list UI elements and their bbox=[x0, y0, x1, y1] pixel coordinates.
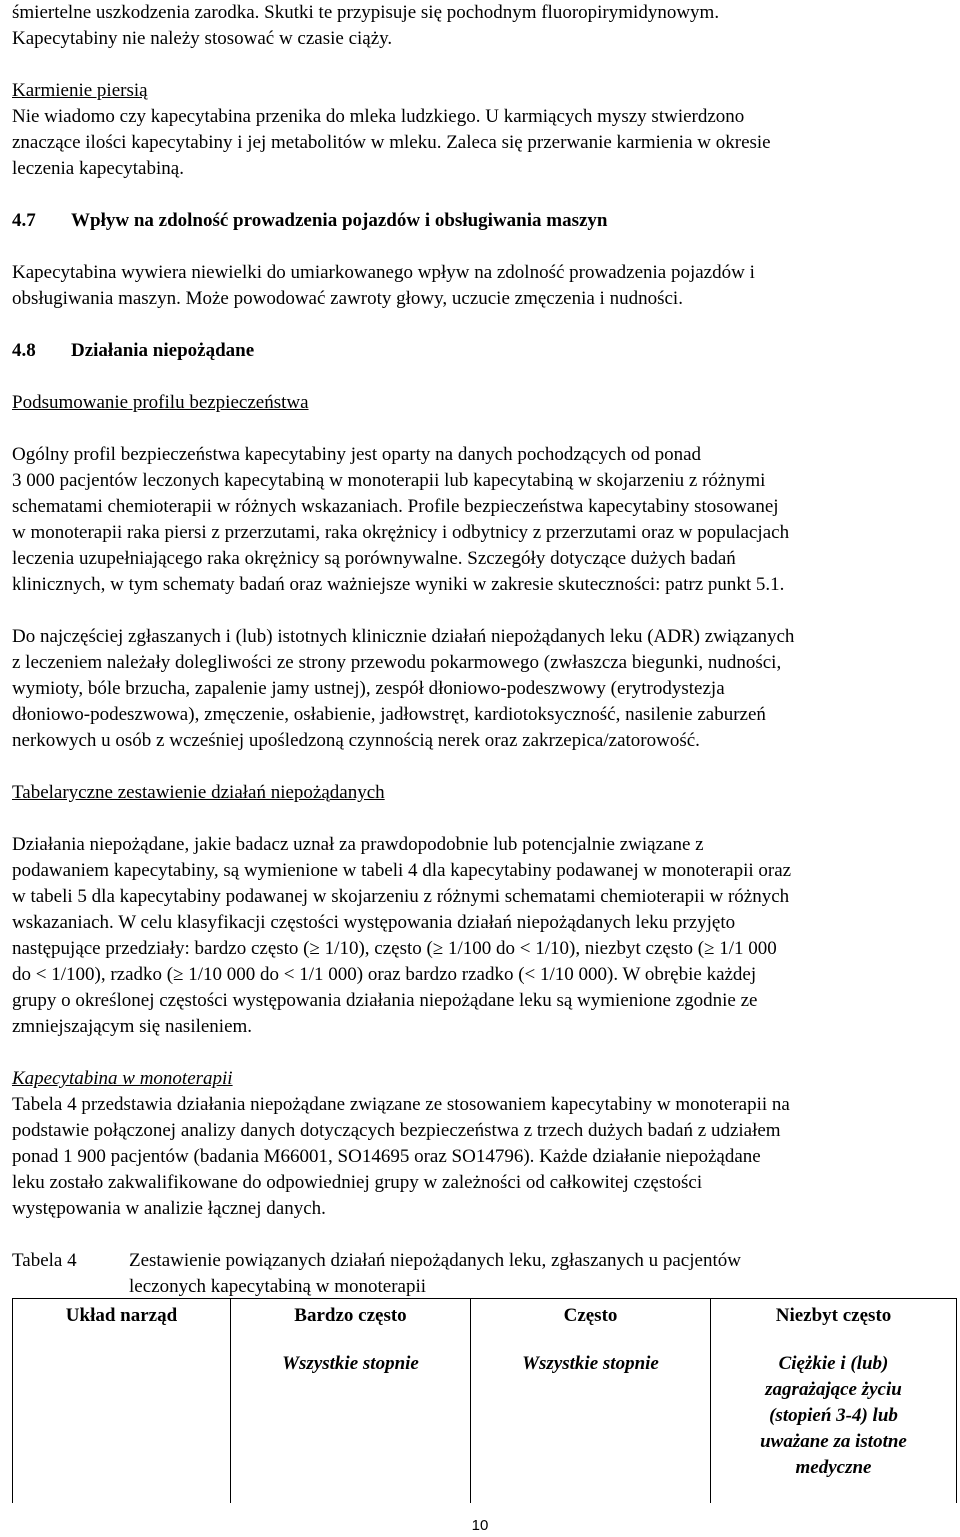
table-caption-line: Zestawienie powiązanych działań niepożądanych leku, zgłaszanych u pacjentów bbox=[129, 1250, 741, 1271]
table-subheader-cell bbox=[13, 1343, 231, 1503]
para3-line: do < 1/100), rzadko (≥ 1/10 000 do < 1/1 000) oraz bardzo rzadko (< 1/10 000). W obrębie każdej bbox=[12, 964, 757, 985]
para2-line: z leczeniem należały dolegliwości ze strony przewodu pokarmowego (zwłaszcza biegunki, nudności, bbox=[12, 652, 782, 673]
para1-line: Ogólny profil bezpieczeństwa kapecytabiny jest oparty na danych pochodzących od ponad bbox=[12, 444, 702, 465]
table-header-cell: Bardzo często bbox=[231, 1299, 471, 1344]
para3-line: zmniejszającym się nasileniem. bbox=[12, 1016, 253, 1037]
breastfeeding-line: Nie wiadomo czy kapecytabina przenika do mleka ludzkiego. U karmiących myszy stwierdzono bbox=[12, 106, 745, 127]
intro-line: śmiertelne uszkodzenia zarodka. Skutki te przypisuje się pochodnym fluoropirymidynowym. bbox=[12, 2, 720, 23]
adverse-reactions-table bbox=[12, 1298, 957, 1503]
para3-line: w tabeli 5 dla kapecytabiny podawanej w skojarzeniu z różnymi schematami chemioterapii w różnych bbox=[12, 886, 790, 907]
para3-line: Działania niepożądane, jakie badacz uznał za prawdopodobnie lub potencjalnie związane z bbox=[12, 834, 704, 855]
section-4-7-line: Kapecytabina wywiera niewielki do umiarkowanego wpływ na zdolność prowadzenia pojazdów i bbox=[12, 262, 755, 283]
monotherapy-title: Kapecytabina w monoterapii bbox=[12, 1068, 233, 1089]
breastfeeding-line: leczenia kapecytabiną. bbox=[12, 158, 184, 179]
para2-line: wymioty, bóle brzucha, zapalenie jamy ustnej), zespół dłoniowo-podeszwowy (erytrodystezja bbox=[12, 678, 725, 699]
table-subheader-cell: Wszystkie stopnie bbox=[231, 1343, 471, 1503]
table-header-cell: Układ narząd bbox=[13, 1299, 231, 1344]
table-caption-line: leczonych kapecytabiną w monoterapii bbox=[129, 1276, 427, 1297]
table-header-cell: Często bbox=[471, 1299, 711, 1344]
section-title: Działania niepożądane bbox=[71, 340, 255, 361]
breastfeeding-title: Karmienie piersią bbox=[12, 80, 148, 101]
page-number: 10 bbox=[471, 1517, 489, 1534]
para2-line: nerkowych u osób z wcześniej upośledzoną czynnością nerek oraz zakrzepica/zatorowość. bbox=[12, 730, 700, 751]
table-label: Tabela 4 bbox=[12, 1250, 77, 1271]
table-header-cell: Niezbyt często bbox=[711, 1299, 957, 1344]
section-4-8-heading bbox=[12, 338, 254, 364]
para1-line: leczenia uzupełniającego raka okrężnicy są porównywalne. Szczegóły dotyczące dużych badań bbox=[12, 548, 736, 569]
para1-line: 3 000 pacjentów leczonych kapecytabiną w monoterapii lub kapecytabiną w skojarzeniu z różnymi bbox=[12, 470, 766, 491]
section-title: Wpływ na zdolność prowadzenia pojazdów i obsługiwania maszyn bbox=[71, 210, 608, 231]
para4-line: leku zostało zakwalifikowane do odpowiedniej grupy w zależności od całkowitej częstości bbox=[12, 1172, 703, 1193]
para4-line: ponad 1 900 pacjentów (badania M66001, SO14695 oraz SO14796). Każde działanie niepożądane bbox=[12, 1146, 761, 1167]
table-subheader-cell: Wszystkie stopnie bbox=[471, 1343, 711, 1503]
para1-line: schematami chemioterapii w różnych wskazaniach. Profile bezpieczeństwa kapecytabiny stosowanej bbox=[12, 496, 779, 517]
para3-line: wskazaniach. W celu klasyfikacji częstości występowania działań niepożądanych leku przyjęto bbox=[12, 912, 736, 933]
table-subheader-row bbox=[13, 1343, 957, 1503]
section-number: 4.7 bbox=[12, 210, 36, 231]
summary-title: Podsumowanie profilu bezpieczeństwa bbox=[12, 392, 309, 413]
para4-line: podstawie połączonej analizy danych dotyczących bezpieczeństwa z trzech dużych badań z udziałem bbox=[12, 1120, 781, 1141]
section-number: 4.8 bbox=[12, 340, 36, 361]
para1-line: klinicznych, w tym schematy badań oraz ważniejsze wyniki w zakresie skuteczności: patrz punkt 5.1. bbox=[12, 574, 785, 595]
para3-line: następujące przedziały: bardzo często (≥ 1/10), często (≥ 1/100 do < 1/10), niezbyt często (≥ 1/1 000 bbox=[12, 938, 777, 959]
para2-line: Do najczęściej zgłaszanych i (lub) istotnych klinicznie działań niepożądanych leku (ADR) związanych bbox=[12, 626, 795, 647]
intro-line: Kapecytabiny nie należy stosować w czasie ciąży. bbox=[12, 28, 393, 49]
para4-line: występowania w analizie łącznej danych. bbox=[12, 1198, 326, 1219]
breastfeeding-line: znaczące ilości kapecytabiny i jej metabolitów w mleku. Zaleca się przerwanie karmienia w okresie bbox=[12, 132, 771, 153]
table-subheader-cell: Ciężkie i (lub) zagrażające życiu (stopień 3-4) lub uważane za istotne medyczne bbox=[711, 1343, 957, 1503]
para1-line: w monoterapii raka piersi z przerzutami, raka okrężnicy i odbytnicy z przerzutami oraz w populacjach bbox=[12, 522, 790, 543]
para3-line: podawaniem kapecytabiny, są wymienione w tabeli 4 dla kapecytabiny podawanej w monoterapii oraz bbox=[12, 860, 792, 881]
para2-line: dłoniowo-podeszwowa), zmęczenie, osłabienie, jadłowstręt, kardiotoksyczność, nasilenie zaburzeń bbox=[12, 704, 766, 725]
table-summary-title: Tabelaryczne zestawienie działań niepożądanych bbox=[12, 782, 385, 803]
para4-line: Tabela 4 przedstawia działania niepożądane związane ze stosowaniem kapecytabiny w monoterapii na bbox=[12, 1094, 790, 1115]
para3-line: grupy o określonej częstości występowania działania niepożądane leku są wymienione zgodnie ze bbox=[12, 990, 758, 1011]
section-4-7-line: obsługiwania maszyn. Może powodować zawroty głowy, uczucie zmęczenia i nudności. bbox=[12, 288, 683, 309]
table-header-row bbox=[13, 1299, 957, 1344]
section-4-7-heading bbox=[12, 208, 607, 234]
